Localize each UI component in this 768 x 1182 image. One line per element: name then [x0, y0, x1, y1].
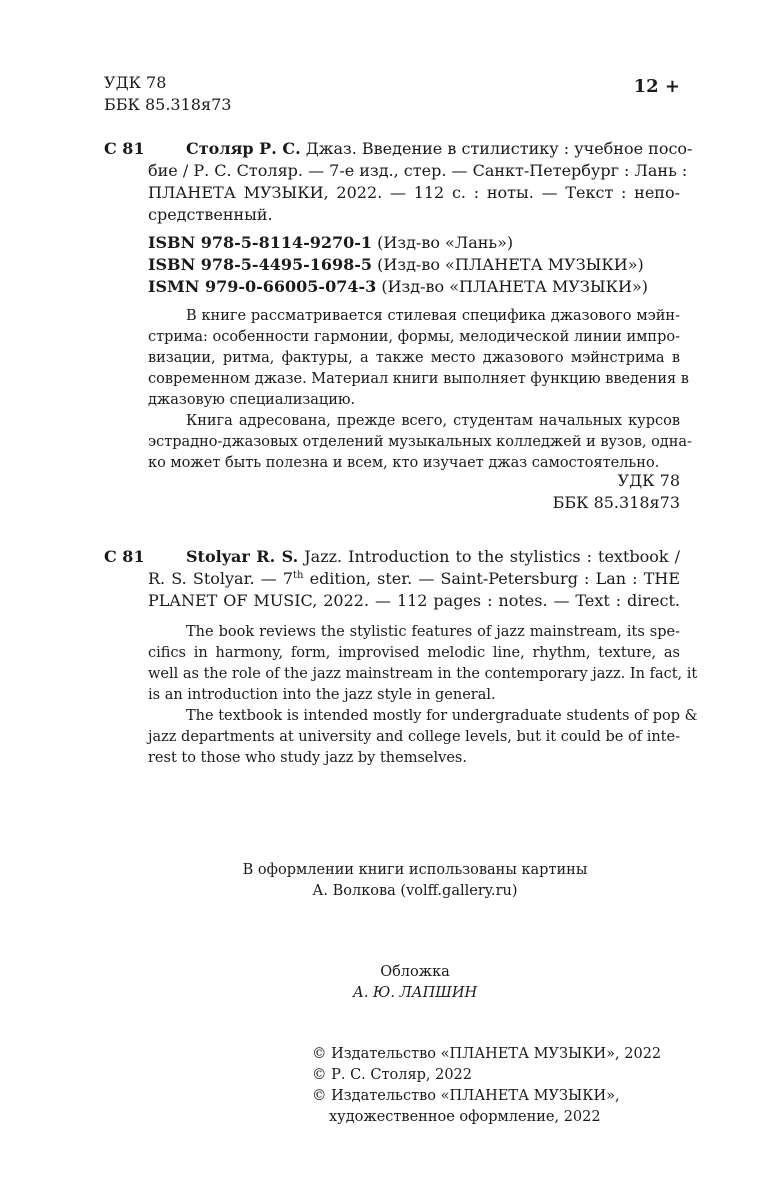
en-record-line: R. S. Stolyar. — 7th edition, ster. — Saint-Petersburg : Lan : THE — [148, 569, 680, 588]
illustrations-credit-line: В оформлении книги использованы картины — [242, 862, 588, 878]
ru-abstract-line: стрима: особенности гармонии, формы, мелодической линии импро- — [148, 329, 680, 345]
en-abstract-line: is an introduction into the jazz style in general. — [148, 687, 496, 703]
ru-bibliographic-record — [148, 138, 693, 226]
ru-abstract-line: Книга адресована, прежде всего, студентам начальных курсов — [186, 413, 680, 429]
en-abstract — [148, 622, 698, 769]
ru-abstract-line: современном джазе. Материал книги выполняет функцию введения в — [148, 371, 689, 387]
en-classification-code: С 81 — [104, 547, 145, 566]
isbn-row — [148, 276, 648, 298]
isbn-number: ISBN 978-5-8114-9270-1 — [148, 233, 373, 252]
isbn-number: ISBN 978-5-4495-1698-5 — [148, 255, 373, 274]
ru-record-line: бие / Р. С. Столяр. — 7-е изд., стер. — Санкт-Петербург : Лань : — [148, 161, 688, 180]
en-bibliographic-record — [148, 546, 680, 612]
isbn-publisher: (Изд-во «ПЛАНЕТА МУЗЫКИ») — [381, 277, 648, 296]
isbn-row — [148, 232, 648, 254]
en-author: Stolyar R. S. — [186, 547, 299, 566]
ru-record-line: ПЛАНЕТА МУЗЫКИ, 2022. — 112 с. : ноты. — Текст : непо- — [148, 183, 680, 202]
isbn-publisher: (Изд-во «ПЛАНЕТА МУЗЫКИ») — [377, 255, 644, 274]
isbn-publisher: (Изд-во «Лань») — [377, 233, 514, 252]
copyright-line: © Р. С. Столяр, 2022 — [312, 1067, 473, 1083]
illustrations-credit-line: А. Волкова (volff.gallery.ru) — [312, 883, 518, 899]
en-abstract-line: well as the role of the jazz mainstream in the contemporary jazz. In fact, it — [148, 666, 698, 682]
ismn-number: ISMN 979-0-66005-074-3 — [148, 277, 377, 296]
ru-abstract-line: джазовую специализацию. — [148, 392, 356, 408]
en-abstract-line: rest to those who study jazz by themselves. — [148, 750, 467, 766]
isbn-row — [148, 254, 648, 276]
en-record-line: PLANET OF MUSIC, 2022. — 112 pages : notes. — Text : direct. — [148, 591, 680, 610]
en-abstract-line: The textbook is intended mostly for undergraduate students of pop & — [186, 708, 698, 724]
ru-abstract — [148, 306, 692, 474]
ru-bbk: ББК 85.318я73 — [552, 493, 680, 512]
ru-udk: УДК 78 — [617, 471, 680, 490]
en-abstract-line: The book reviews the stylistic features of jazz mainstream, its spe- — [186, 624, 680, 640]
copyright-line: художественное оформление, 2022 — [329, 1109, 601, 1125]
copyright-line: © Издательство «ПЛАНЕТА МУЗЫКИ», — [312, 1088, 620, 1104]
age-rating: 12 + — [633, 76, 680, 97]
header-udk: УДК 78 — [104, 73, 167, 92]
ru-record-line: Столяр Р. С. Джаз. Введение в стилистику : учебное посо- — [186, 139, 693, 158]
en-abstract-line: cifics in harmony, form, improvised melodic line, rhythm, texture, as — [148, 645, 680, 661]
ru-abstract-line: В книге рассматривается стилевая специфика джазового мэйн- — [186, 308, 680, 324]
copyright-line: © Издательство «ПЛАНЕТА МУЗЫКИ», 2022 — [312, 1046, 662, 1062]
cover-label: Обложка — [380, 964, 450, 980]
isbn-list — [148, 232, 648, 298]
en-record-line: Stolyar R. S. Jazz. Introduction to the stylistics : textbook / — [186, 547, 680, 566]
ru-abstract-line: визации, ритма, фактуры, а также место джазового мэйнстрима в — [148, 350, 680, 366]
ru-classification-code: С 81 — [104, 139, 145, 158]
header-bbk: ББК 85.318я73 — [104, 95, 232, 114]
cover-designer: А. Ю. ЛАПШИН — [352, 985, 478, 1001]
ru-abstract-line: ко может быть полезна и всем, кто изучает джаз самостоятельно. — [148, 455, 660, 471]
ru-abstract-line: эстрадно-джазовых отделений музыкальных колледжей и вузов, одна- — [148, 434, 692, 450]
en-abstract-line: jazz departments at university and college levels, but it could be of inte- — [148, 729, 680, 745]
ru-record-line: средственный. — [148, 205, 273, 224]
ru-author: Столяр Р. С. — [186, 139, 301, 158]
